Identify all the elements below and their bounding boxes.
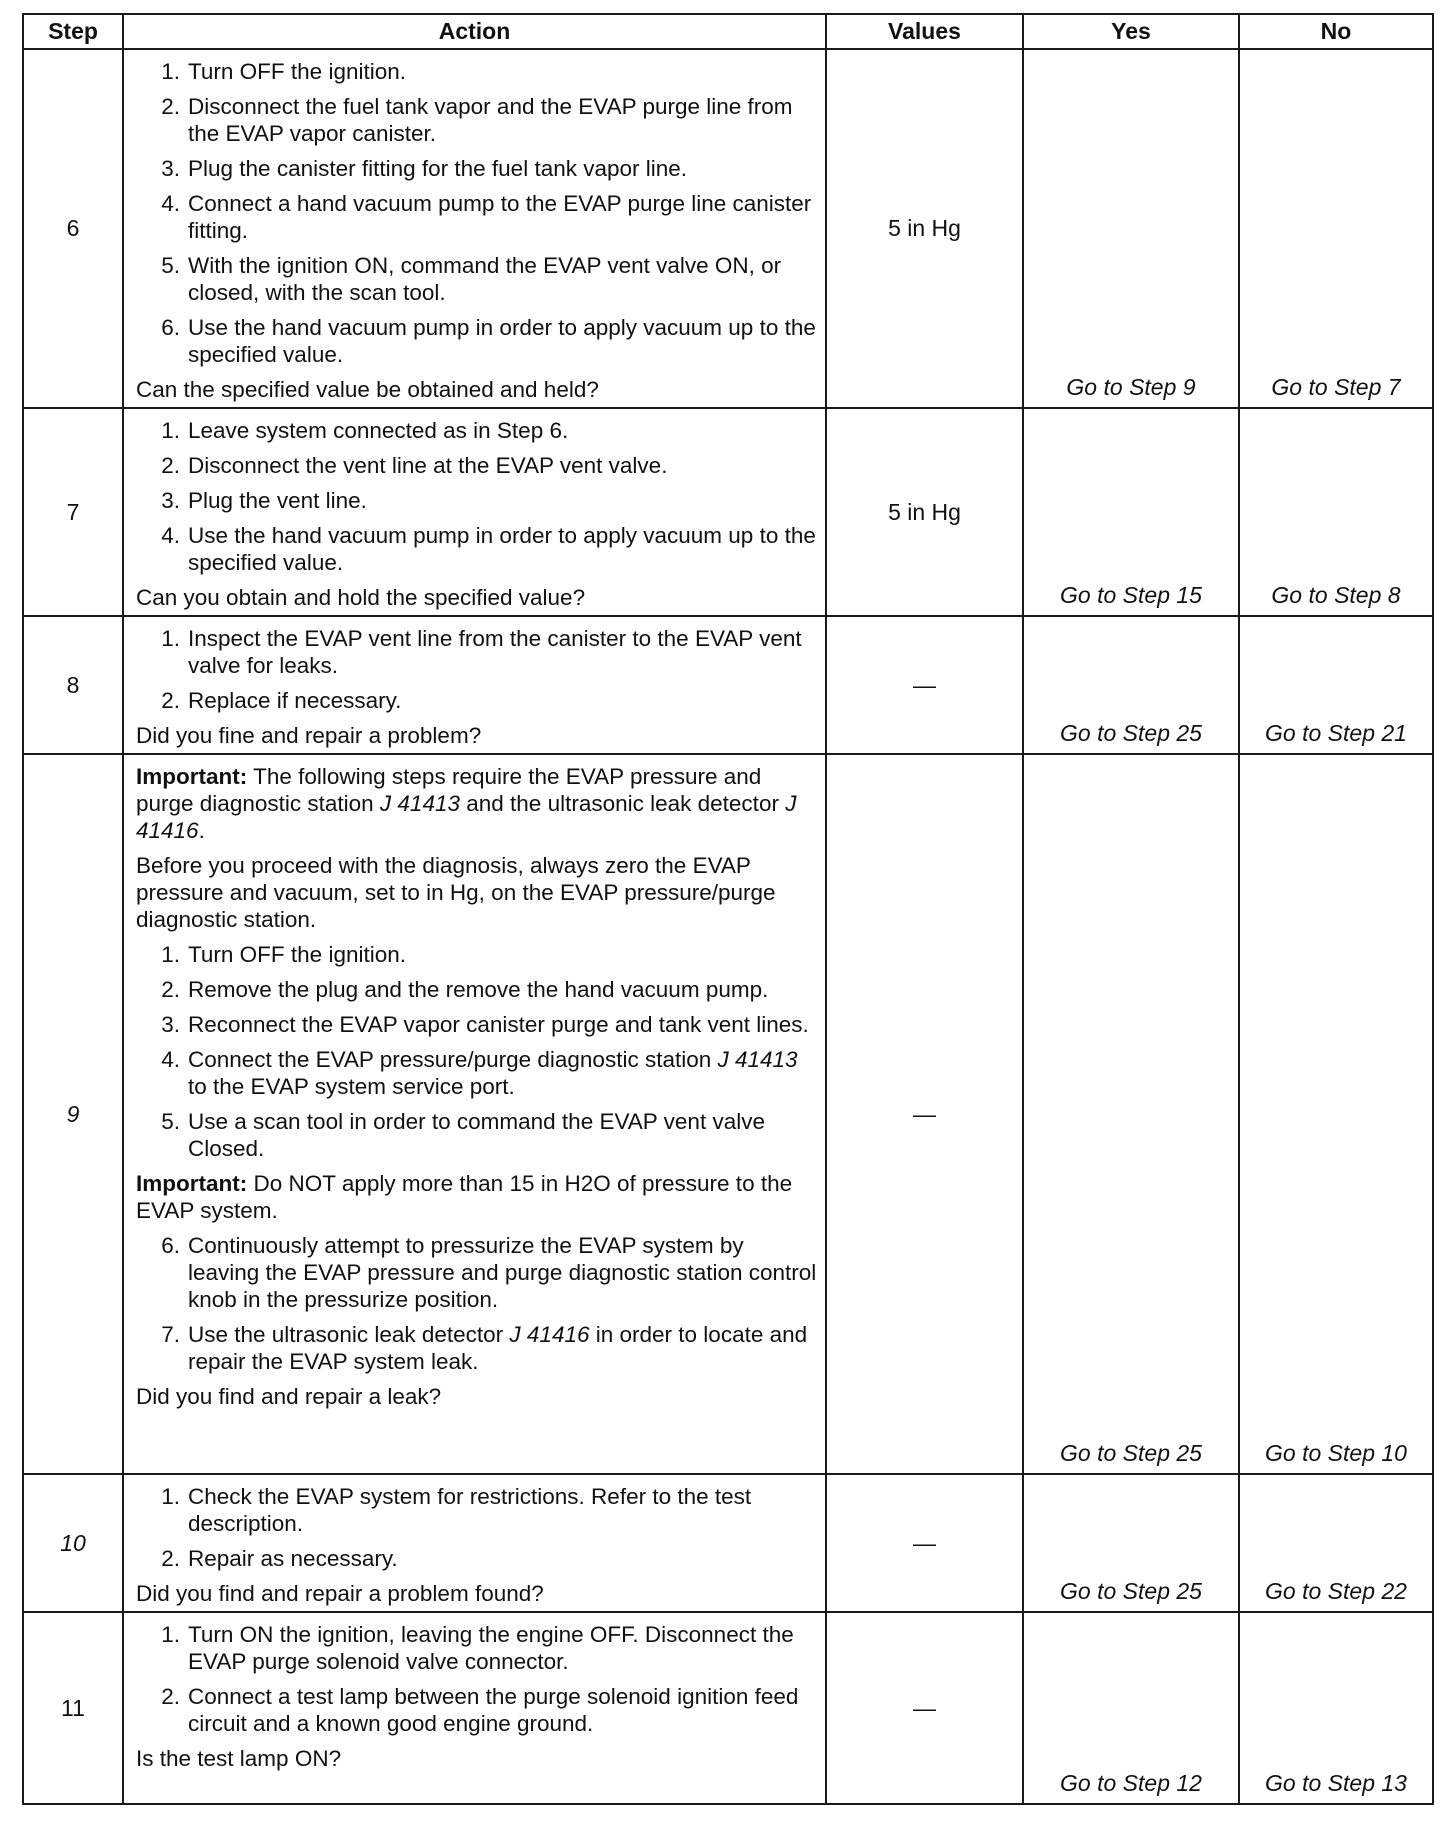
- table-row: [23, 616, 1433, 754]
- list-item: 1. Check the EVAP system for restrictions. Refer to the test description.: [161, 1484, 752, 1536]
- tool-reference: J 41413: [379, 791, 460, 816]
- list-item: 5. Use a scan tool in order to command the EVAP vent valve Closed.: [161, 1109, 765, 1161]
- tool-reference: J 41413: [717, 1047, 798, 1072]
- question: Did you find and repair a problem found?: [136, 1581, 544, 1606]
- intro-text: Before you proceed with the diagnosis, always zero the EVAP pressure and vacuum, set to in Hg, on the EVAP pressure/purge diagnostic station.: [136, 853, 776, 932]
- value-cell: 5 in Hg: [826, 49, 1023, 408]
- list-item: 2. Remove the plug and the remove the hand vacuum pump.: [161, 977, 769, 1002]
- list-item: 5. With the ignition ON, command the EVAP vent valve ON, or closed, with the scan tool.: [161, 253, 782, 305]
- step-number: 11: [23, 1612, 123, 1804]
- table-row: [23, 408, 1433, 616]
- no-cell: Go to Step 8: [1239, 408, 1433, 616]
- yes-cell: Go to Step 12: [1023, 1612, 1239, 1804]
- step-number: 8: [23, 616, 123, 754]
- table-row: [23, 754, 1433, 1474]
- action-list: [136, 417, 817, 576]
- list-item: 6. Continuously attempt to pressurize the EVAP system by leaving the EVAP pressure and purge diagnostic station control knob in the pressurize position.: [161, 1233, 817, 1312]
- action-cell: [123, 49, 826, 408]
- question: Can you obtain and hold the specified value?: [136, 585, 586, 610]
- table-row: [23, 49, 1433, 408]
- value-cell: —: [826, 1474, 1023, 1612]
- question: Did you fine and repair a problem?: [136, 723, 482, 748]
- list-item: 2. Replace if necessary.: [161, 688, 402, 713]
- action-cell: [123, 754, 826, 1474]
- table-row: [23, 1612, 1433, 1804]
- list-item: 1. Inspect the EVAP vent line from the canister to the EVAP vent valve for leaks.: [161, 626, 802, 678]
- list-item: 3. Reconnect the EVAP vapor canister purge and tank vent lines.: [161, 1012, 809, 1037]
- tool-reference: J 41416: [136, 791, 797, 843]
- header-step: Step: [23, 14, 123, 49]
- list-item: 2. Disconnect the vent line at the EVAP vent valve.: [161, 453, 668, 478]
- no-cell: Go to Step 7: [1239, 49, 1433, 408]
- header-action: Action: [123, 14, 826, 49]
- list-item: 1. Leave system connected as in Step 6.: [161, 418, 569, 443]
- yes-cell: Go to Step 25: [1023, 616, 1239, 754]
- action-list: [136, 625, 817, 714]
- yes-cell: Go to Step 9: [1023, 49, 1239, 408]
- header-values: Values: [826, 14, 1023, 49]
- step-number: 9: [23, 754, 123, 1474]
- action-cell: [123, 1474, 826, 1612]
- important-label: Important:: [136, 764, 248, 789]
- action-list: [136, 1232, 817, 1375]
- list-item: 1. Turn ON the ignition, leaving the engine OFF. Disconnect the EVAP purge solenoid valve connector.: [161, 1622, 794, 1674]
- list-item: 6. Use the hand vacuum pump in order to apply vacuum up to the specified value.: [161, 315, 816, 367]
- list-item: 4. Use the hand vacuum pump in order to apply vacuum up to the specified value.: [161, 523, 816, 575]
- question: Can the specified value be obtained and held?: [136, 377, 599, 402]
- action-cell: [123, 1612, 826, 1804]
- list-item: 4. Connect the EVAP pressure/purge diagnostic station J 41413 to the EVAP system service port.: [161, 1047, 798, 1099]
- yes-cell: Go to Step 15: [1023, 408, 1239, 616]
- action-cell: [123, 408, 826, 616]
- value-cell: —: [826, 1612, 1023, 1804]
- step-number: 10: [23, 1474, 123, 1612]
- list-item: 1. Turn OFF the ignition.: [161, 942, 407, 967]
- important-note: Important: The following steps require the EVAP pressure and purge diagnostic station J 41413 and the ultrasonic leak detector J 41416.: [136, 764, 797, 843]
- yes-cell: Go to Step 25: [1023, 754, 1239, 1474]
- no-cell: Go to Step 10: [1239, 754, 1433, 1474]
- question: Did you find and repair a leak?: [136, 1384, 442, 1409]
- step-number: 7: [23, 408, 123, 616]
- table-row: [23, 1474, 1433, 1612]
- list-item: 3. Plug the vent line.: [161, 488, 367, 513]
- important-note: Important: Do NOT apply more than 15 in H2O of pressure to the EVAP system.: [136, 1171, 793, 1223]
- diagnostic-table: [22, 13, 1434, 1805]
- action-list: [136, 1483, 817, 1572]
- value-cell: 5 in Hg: [826, 408, 1023, 616]
- list-item: 1. Turn OFF the ignition.: [161, 59, 407, 84]
- list-item: 4. Connect a hand vacuum pump to the EVAP purge line canister fitting.: [161, 191, 812, 243]
- list-item: 2. Disconnect the fuel tank vapor and the EVAP purge line from the EVAP vapor canister.: [161, 94, 793, 146]
- no-cell: Go to Step 21: [1239, 616, 1433, 754]
- no-cell: Go to Step 22: [1239, 1474, 1433, 1612]
- list-item: 7. Use the ultrasonic leak detector J 41416 in order to locate and repair the EVAP system leak.: [161, 1322, 808, 1374]
- yes-cell: Go to Step 25: [1023, 1474, 1239, 1612]
- list-item: 2. Repair as necessary.: [161, 1546, 398, 1571]
- action-list: [136, 58, 817, 368]
- important-label: Important:: [136, 1171, 248, 1196]
- list-item: 2. Connect a test lamp between the purge solenoid ignition feed circuit and a known good engine ground.: [161, 1684, 799, 1736]
- header-no: No: [1239, 14, 1433, 49]
- value-cell: —: [826, 754, 1023, 1474]
- header-yes: Yes: [1023, 14, 1239, 49]
- step-number: 6: [23, 49, 123, 408]
- action-list: [136, 941, 817, 1162]
- list-item: 3. Plug the canister fitting for the fuel tank vapor line.: [161, 156, 688, 181]
- action-list: [136, 1621, 817, 1737]
- question: Is the test lamp ON?: [136, 1746, 342, 1771]
- value-cell: —: [826, 616, 1023, 754]
- action-cell: [123, 616, 826, 754]
- no-cell: Go to Step 13: [1239, 1612, 1433, 1804]
- header-row: [23, 14, 1433, 49]
- tool-reference: J 41416: [509, 1322, 590, 1347]
